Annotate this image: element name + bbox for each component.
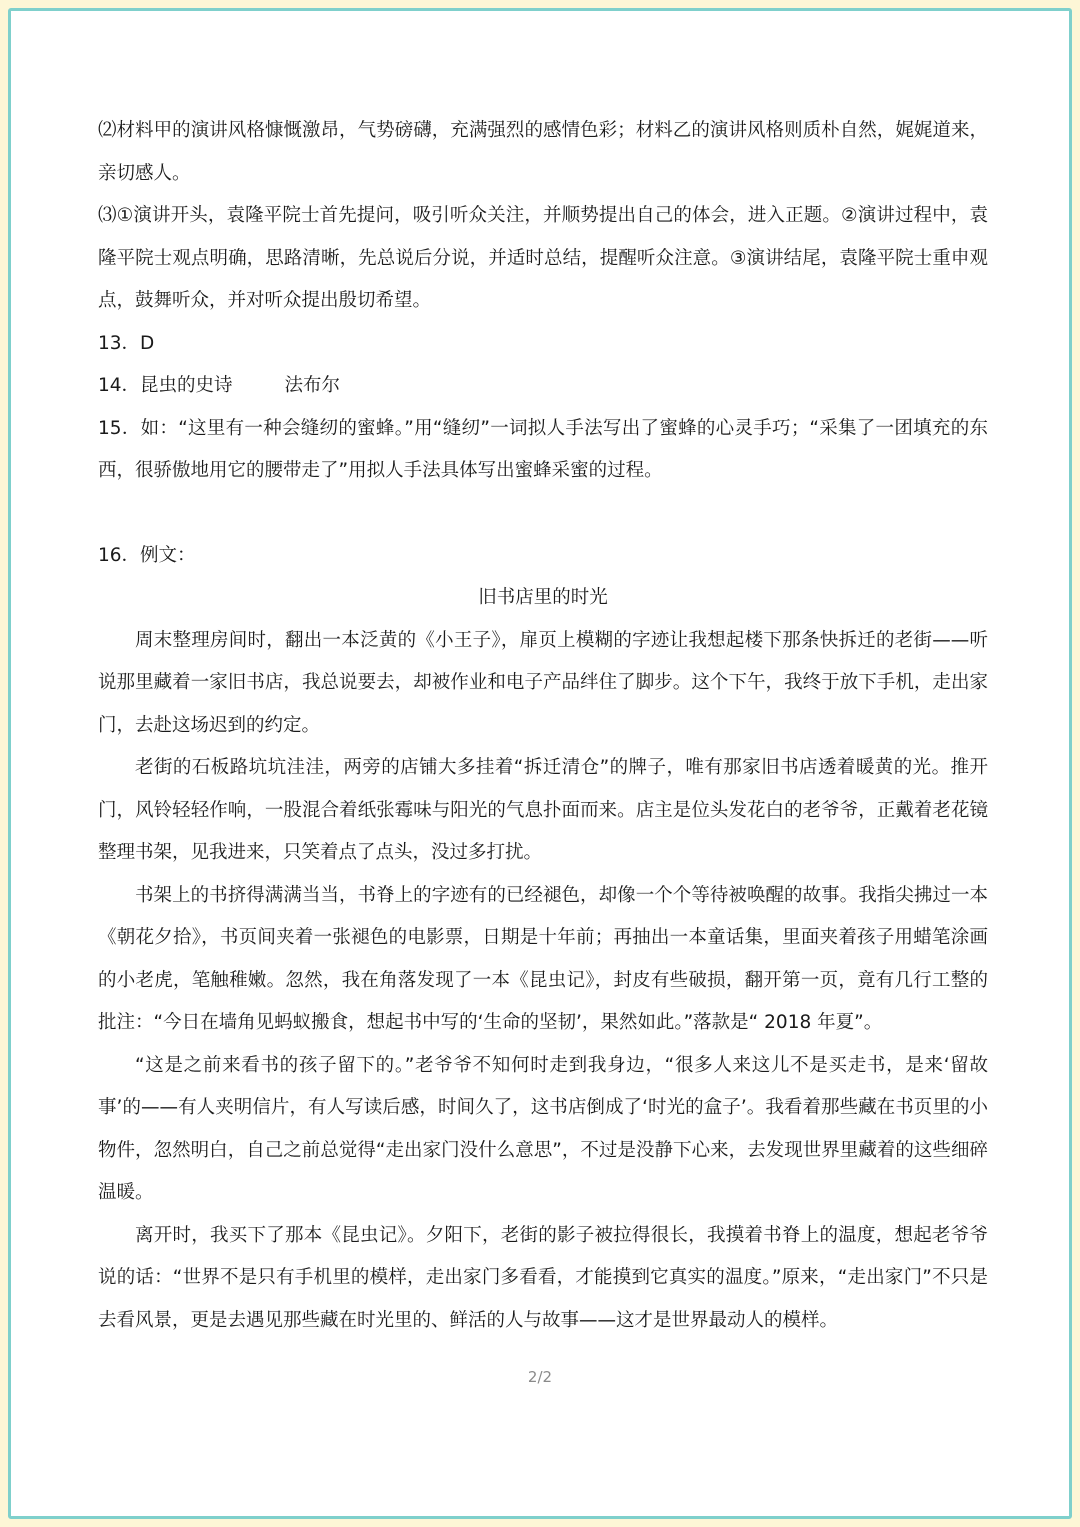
answer-12-2: ⑵材料甲的演讲风格慷慨激昂，气势磅礴，充满强烈的感情色彩；材料乙的演讲风格则质朴自然，娓娓道来，亲切感人。 <box>98 120 988 184</box>
answer-14-author: 法布尔 <box>284 375 341 396</box>
answer-14-label: 14．昆虫的史诗 <box>98 375 233 396</box>
page-number: 2/2 <box>527 1368 553 1386</box>
essay-paragraph: “这是之前来看书的孩子留下的。”老爷爷不知何时走到我身边，“很多人来这儿不是买走书，是来‘留故事’的——有人夹明信片，有人写读后感，时间久了，这书店倒成了‘时光的盒子’。我看着那些藏在书页里的小物件，忽然明白，自己之前总觉得“走出家门没什么意思”，不过是没静下心来，去发现世界里藏着的这些细碎温暖。 <box>98 1054 988 1203</box>
answer-13: 13．D <box>98 332 155 354</box>
answer-12-3: ⑶①演讲开头，袁隆平院士首先提问，吸引听众关注，并顺势提出自己的体会，进入正题。②演讲过程中，袁隆平院士观点明确，思路清晰，先总说后分说，并适时总结，提醒听众注意。③演讲结尾，袁隆平院士重申观点，鼓舞听众，并对听众提出殷切希望。 <box>98 205 988 311</box>
document-page <box>98 110 988 1342</box>
essay-paragraph: 周末整理房间时，翻出一本泛黄的《小王子》，扉页上模糊的字迹让我想起楼下那条快拆迁的老街——听说那里藏着一家旧书店，我总说要去，却被作业和电子产品绊住了脚步。这个下午，我终于放下手机，走出家门，去赴这场迟到的约定。 <box>98 629 988 736</box>
answer-16-label: 16．例文： <box>98 544 196 566</box>
essay-paragraph: 老街的石板路坑坑洼洼，两旁的店铺大多挂着“拆迁清仓”的牌子，唯有那家旧书店透着暖黄的光。推开门，风铃轻轻作响，一股混合着纸张霉味与阳光的气息扑面而来。店主是位头发花白的老爷爷，正戴着老花镜整理书架，见我进来，只笑着点了点头，没过多打扰。 <box>98 757 988 863</box>
essay-title: 旧书店里的时光 <box>478 587 608 608</box>
essay-paragraph: 离开时，我买下了那本《昆虫记》。夕阳下，老街的影子被拉得很长，我摸着书脊上的温度，想起老爷爷说的话：“世界不是只有手机里的模样，走出家门多看看，才能摸到它真实的温度。”原来，“走出家门”不只是去看风景，更是去遇见那些藏在时光里的、鲜活的人与故事——这才是世界最动人的模样。 <box>98 1224 988 1331</box>
answer-14 <box>98 365 988 408</box>
answer-15: 15．如：“这里有一种会缝纫的蜜蜂。”用“缝纫”一词拟人手法写出了蜜蜂的心灵手巧；“采集了一团填充的东西，很骄傲地用它的腰带走了”用拟人手法具体写出蜜蜂采蜜的过程。 <box>98 417 988 481</box>
essay-paragraph: 书架上的书挤得满满当当，书脊上的字迹有的已经褪色，却像一个个等待被唤醒的故事。我指尖拂过一本《朝花夕拾》，书页间夹着一张褪色的电影票，日期是十年前；再抽出一本童话集，里面夹着孩子用蜡笔涂画的小老虎，笔触稚嫩。忽然，我在角落发现了一本《昆虫记》，封皮有些破损，翻开第一页，竟有几行工整的批注：“今日在墙角见蚂蚁搬食，想起书中写的‘生命的坚韧’，果然如此。”落款是“ 2018 年夏”。 <box>98 884 988 1033</box>
spacer <box>98 493 988 535</box>
